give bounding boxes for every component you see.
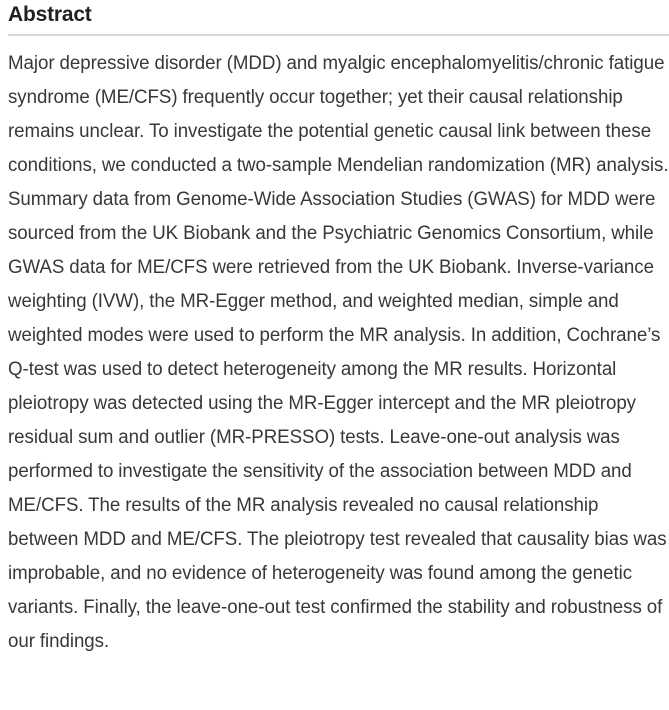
abstract-paragraph-text: Major depressive disorder (MDD) and myalgic encephalomyelitis/chronic fatigue syndrome (ME/CFS) frequently occur together; yet their causal relationship remains unclear. To investigate the potential genetic causal link between these conditions, we conducted a two-sample Mendelian randomization (MR) analysis. Summary data from Genome-Wide Association Studies (GWAS) for MDD were sourced from the UK Biobank and the Psychiatric Genomics Consortium, while GWAS data for ME/CFS were retrieved from the UK Biobank. Inverse-variance weighting (IVW), the MR-Egger method, and weighted median, simple and weighted modes were used to perform the MR analysis. In addition, Cochrane’s Q-test was used to detect heterogeneity among the MR results. Horizontal pleiotropy was detected using the MR-Egger intercept and the MR pleiotropy residual sum and outlier (MR-PRESSO) tests. Leave-one-out analysis was performed to investigate the sensitivity of the association between MDD and ME/CFS. The results of the MR analysis revealed no causal relationship between MDD and ME/CFS. The pleiotropy test revealed that causality bias was improbable, and no evidence of heterogeneity was found among the genetic variants. Finally, the leave-one-out test confirmed the stability and robustness of our findings. [8,52,669,652]
page-title: Abstract [8,3,92,26]
abstract-paragraph [8,36,669,658]
